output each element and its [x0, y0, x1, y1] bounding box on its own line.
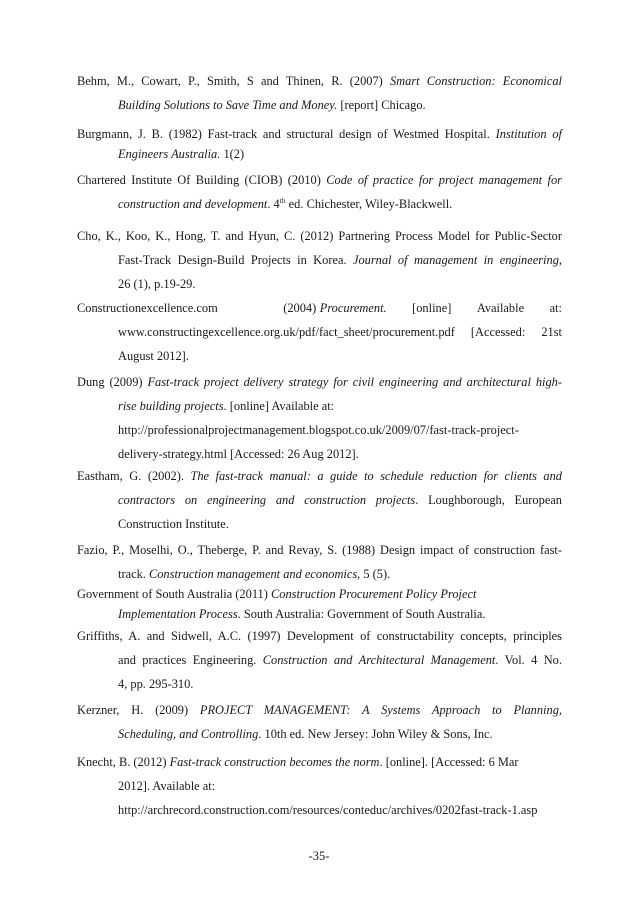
reference-cho: Cho, K., Koo, K., Hong, T. and Hyun, C. (2012) Partnering Process Model for Public-Sector Fast-Track Design-Build Projects in Korea. Journal of management in engineering, 26 (1), p.19-29. [77, 229, 562, 291]
reference-constructionexcellence: Constructionexcellence.com (2004) Procurement. [online] Available at: www.constructingexcellence.org.uk/pdf/fact_sheet/procurement.pdf [Accessed: 21st August 2012]. [77, 301, 562, 363]
reference-eastham: Eastham, G. (2002). The fast-track manual: a guide to schedule reduction for clients and contractors on engineering and construction projects. Loughborough, European Construction Institute. [77, 469, 563, 531]
reference-burgmann: Burgmann, J. B. (1982) Fast-track and structural design of Westmed Hospital. Institution of Engineers Australia. 1(2) [77, 127, 562, 161]
reference-ciob: Chartered Institute Of Building (CIOB) (2010) Code of practice for project management for construction and development. 4th ed. Chichester, Wiley-Blackwell. [77, 173, 562, 211]
page-number: -35- [308, 849, 330, 863]
reference-griffiths: Griffiths, A. and Sidwell, A.C. (1997) Development of constructability concepts, principles and practices Engineering. Construction and Architectural Management. Vol. 4 No. 4, pp. 295-310. [77, 629, 562, 691]
reference-kerzner: Kerzner, H. (2009) PROJECT MANAGEMENT: A Systems Approach to Planning, Scheduling, and Controlling. 10th ed. New Jersey: John Wiley & Sons, Inc. [77, 703, 562, 741]
reference-knecht: Knecht, B. (2012) Fast-track construction becomes the norm. [online]. [Accessed: 6 Mar 2012]. Available at: http://archrecord.construction.com/resources/conteduc/archives/0202fast-track-1.asp [77, 755, 538, 817]
reference-dung: Dung (2009) Fast-track project delivery strategy for civil engineering and architectural high- rise building projects. [online] Available at: http://professionalprojectmanagement.blogspot.co.uk/2009/07/fast-track-project- delivery-strategy.html [Accessed: 26 Aug 2012]. [77, 375, 562, 461]
reference-behm: Behm, M., Cowart, P., Smith, S and Thinen, R. (2007) Smart Construction: Economical Building Solutions to Save Time and Money. [report] Chicago. [77, 74, 562, 112]
reference-fazio: Fazio, P., Moselhi, O., Theberge, P. and Revay, S. (1988) Design impact of construction fast- track. Construction management and economics, 5 (5). [77, 543, 562, 581]
reference-government-south-australia: Government of South Australia (2011) Construction Procurement Policy Project Implementation Process. South Australia: Government of South Australia. [77, 587, 486, 621]
